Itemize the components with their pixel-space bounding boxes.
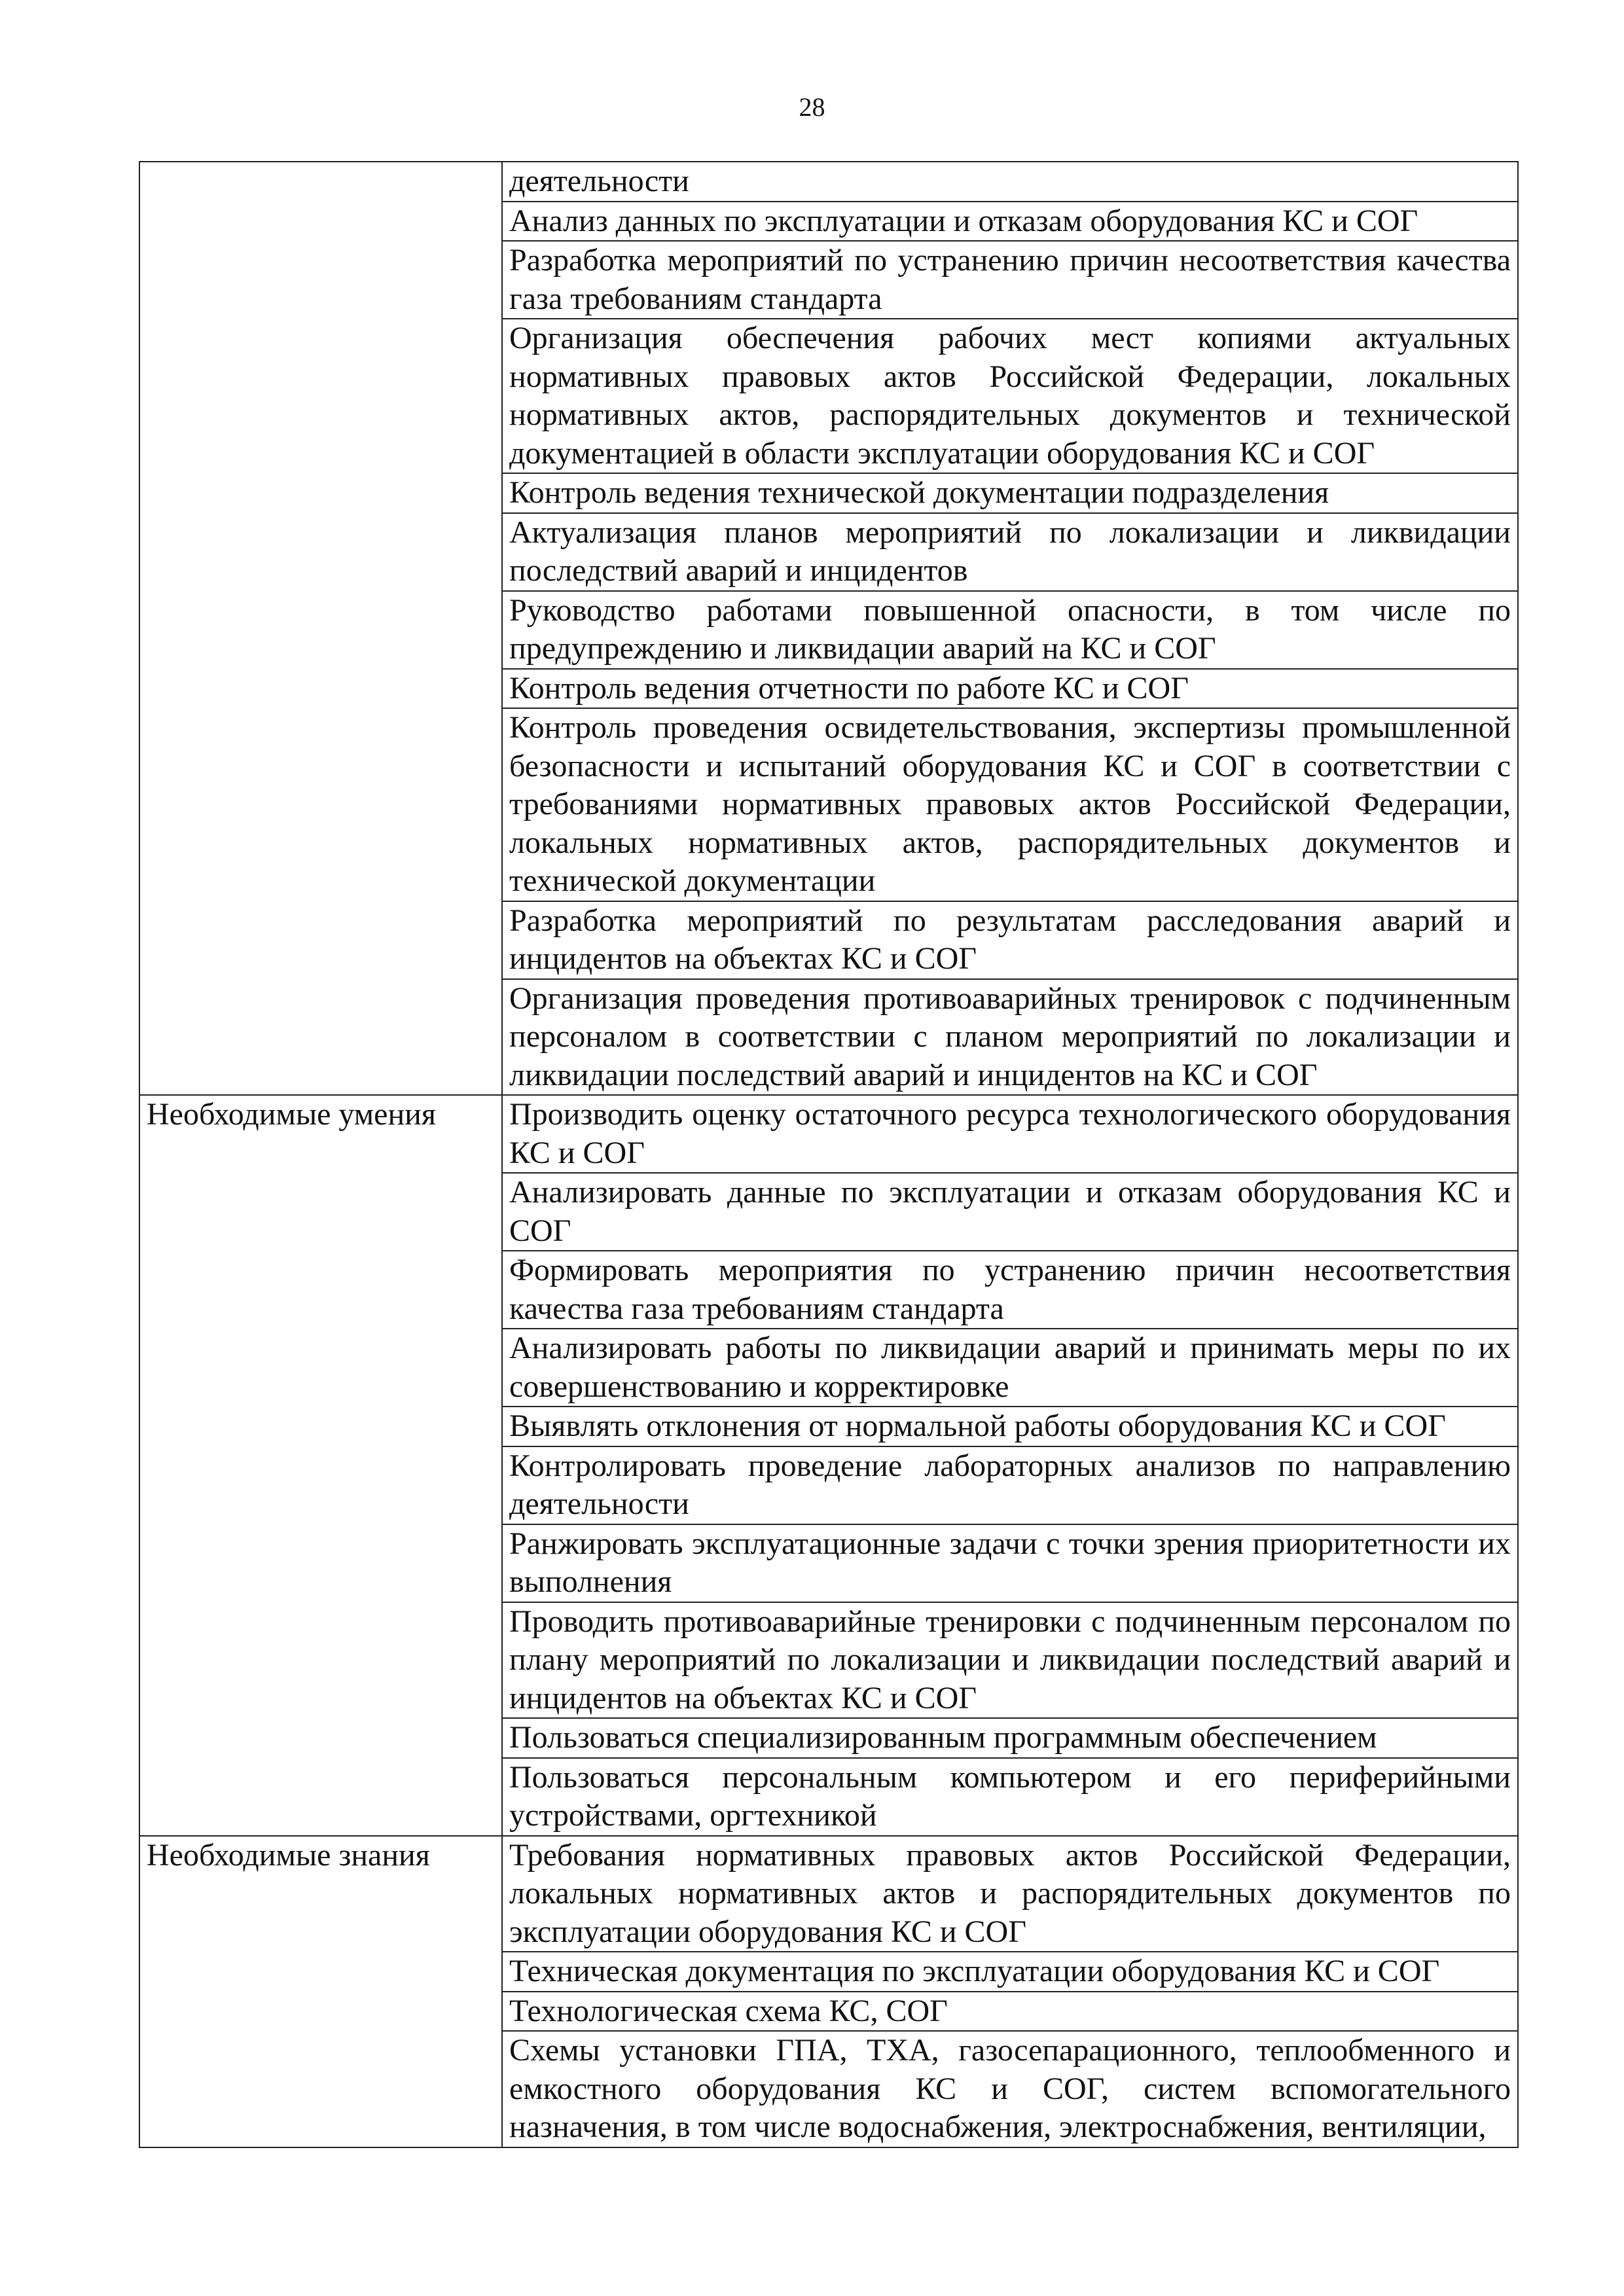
page-number: 28 — [799, 92, 825, 122]
knowledge-item: Технологическая схема КС, СОГ — [502, 1992, 1518, 2032]
continuation-item: Организация проведения противоаварийных тренировок с подчиненным персоналом в соответствии с планом мероприятий по локализации и ликвидации последствий аварий и инцидентов на КС и СОГ — [502, 979, 1518, 1096]
table-row — [139, 1836, 1518, 1952]
continuation-item: Контроль ведения технической документации подразделения — [502, 473, 1518, 513]
continuation-item: деятельности — [502, 162, 1518, 202]
skills-item: Анализировать данные по эксплуатации и отказам оборудования КС и СОГ — [502, 1173, 1518, 1251]
skills-item: Формировать мероприятия по устранению причин несоответствия качества газа требованиям стандарта — [502, 1251, 1518, 1329]
table-row — [139, 162, 1518, 202]
skills-item: Проводить противоаварийные тренировки с подчиненным персоналом по плану мероприятий по локализации и ликвидации последствий аварий и инцидентов на объектах КС и СОГ — [502, 1602, 1518, 1719]
knowledge-item: Схемы установки ГПА, ТХА, газосепарационного, теплообменного и емкостного оборудования КС и СОГ, систем вспомогательного назначения, в том числе водоснабжения, электроснабжения, вентиляции, — [502, 2031, 1518, 2147]
table-row — [139, 1095, 1518, 1173]
knowledge-label-cell: Необходимые знания — [139, 1836, 502, 2147]
continuation-item: Организация обеспечения рабочих мест копиями актуальных нормативных правовых актов Российской Федерации, локальных нормативных актов, распорядительных документов и технической документацией в области эксплуатации оборудования КС и СОГ — [502, 319, 1518, 473]
skills-item: Пользоваться специализированным программным обеспечением — [502, 1718, 1518, 1758]
continuation-label-cell — [139, 162, 502, 1095]
continuation-item: Анализ данных по эксплуатации и отказам оборудования КС и СОГ — [502, 202, 1518, 242]
skills-item: Контролировать проведение лабораторных анализов по направлению деятельности — [502, 1446, 1518, 1524]
requirements-table — [139, 161, 1519, 2148]
knowledge-item: Техническая документация по эксплуатации оборудования КС и СОГ — [502, 1952, 1518, 1992]
skills-label-cell: Необходимые умения — [139, 1095, 502, 1836]
skills-item: Ранжировать эксплуатационные задачи с точки зрения приоритетности их выполнения — [502, 1524, 1518, 1602]
continuation-item: Руководство работами повышенной опасности, в том числе по предупреждению и ликвидации аварий на КС и СОГ — [502, 591, 1518, 669]
continuation-item: Контроль ведения отчетности по работе КС и СОГ — [502, 669, 1518, 709]
skills-item: Производить оценку остаточного ресурса технологического оборудования КС и СОГ — [502, 1095, 1518, 1173]
continuation-item: Контроль проведения освидетельствования, экспертизы промышленной безопасности и испытаний оборудования КС и СОГ в соответствии с требованиями нормативных правовых актов Российской Федерации, локальных нормативных актов, распорядительных документов и технической документации — [502, 708, 1518, 901]
skills-item: Анализировать работы по ликвидации аварий и принимать меры по их совершенствованию и корректировке — [502, 1329, 1518, 1407]
requirements-table-body — [139, 162, 1518, 2147]
continuation-item: Разработка мероприятий по результатам расследования аварий и инцидентов на объектах КС и СОГ — [502, 901, 1518, 979]
skills-item: Пользоваться персональным компьютером и его периферийными устройствами, оргтехникой — [502, 1758, 1518, 1836]
knowledge-item: Требования нормативных правовых актов Российской Федерации, локальных нормативных актов и распорядительных документов по эксплуатации оборудования КС и СОГ — [502, 1836, 1518, 1952]
continuation-item: Актуализация планов мероприятий по локализации и ликвидации последствий аварий и инцидентов — [502, 513, 1518, 591]
skills-item: Выявлять отклонения от нормальной работы оборудования КС и СОГ — [502, 1407, 1518, 1446]
continuation-item: Разработка мероприятий по устранению причин несоответствия качества газа требованиям стандарта — [502, 241, 1518, 319]
